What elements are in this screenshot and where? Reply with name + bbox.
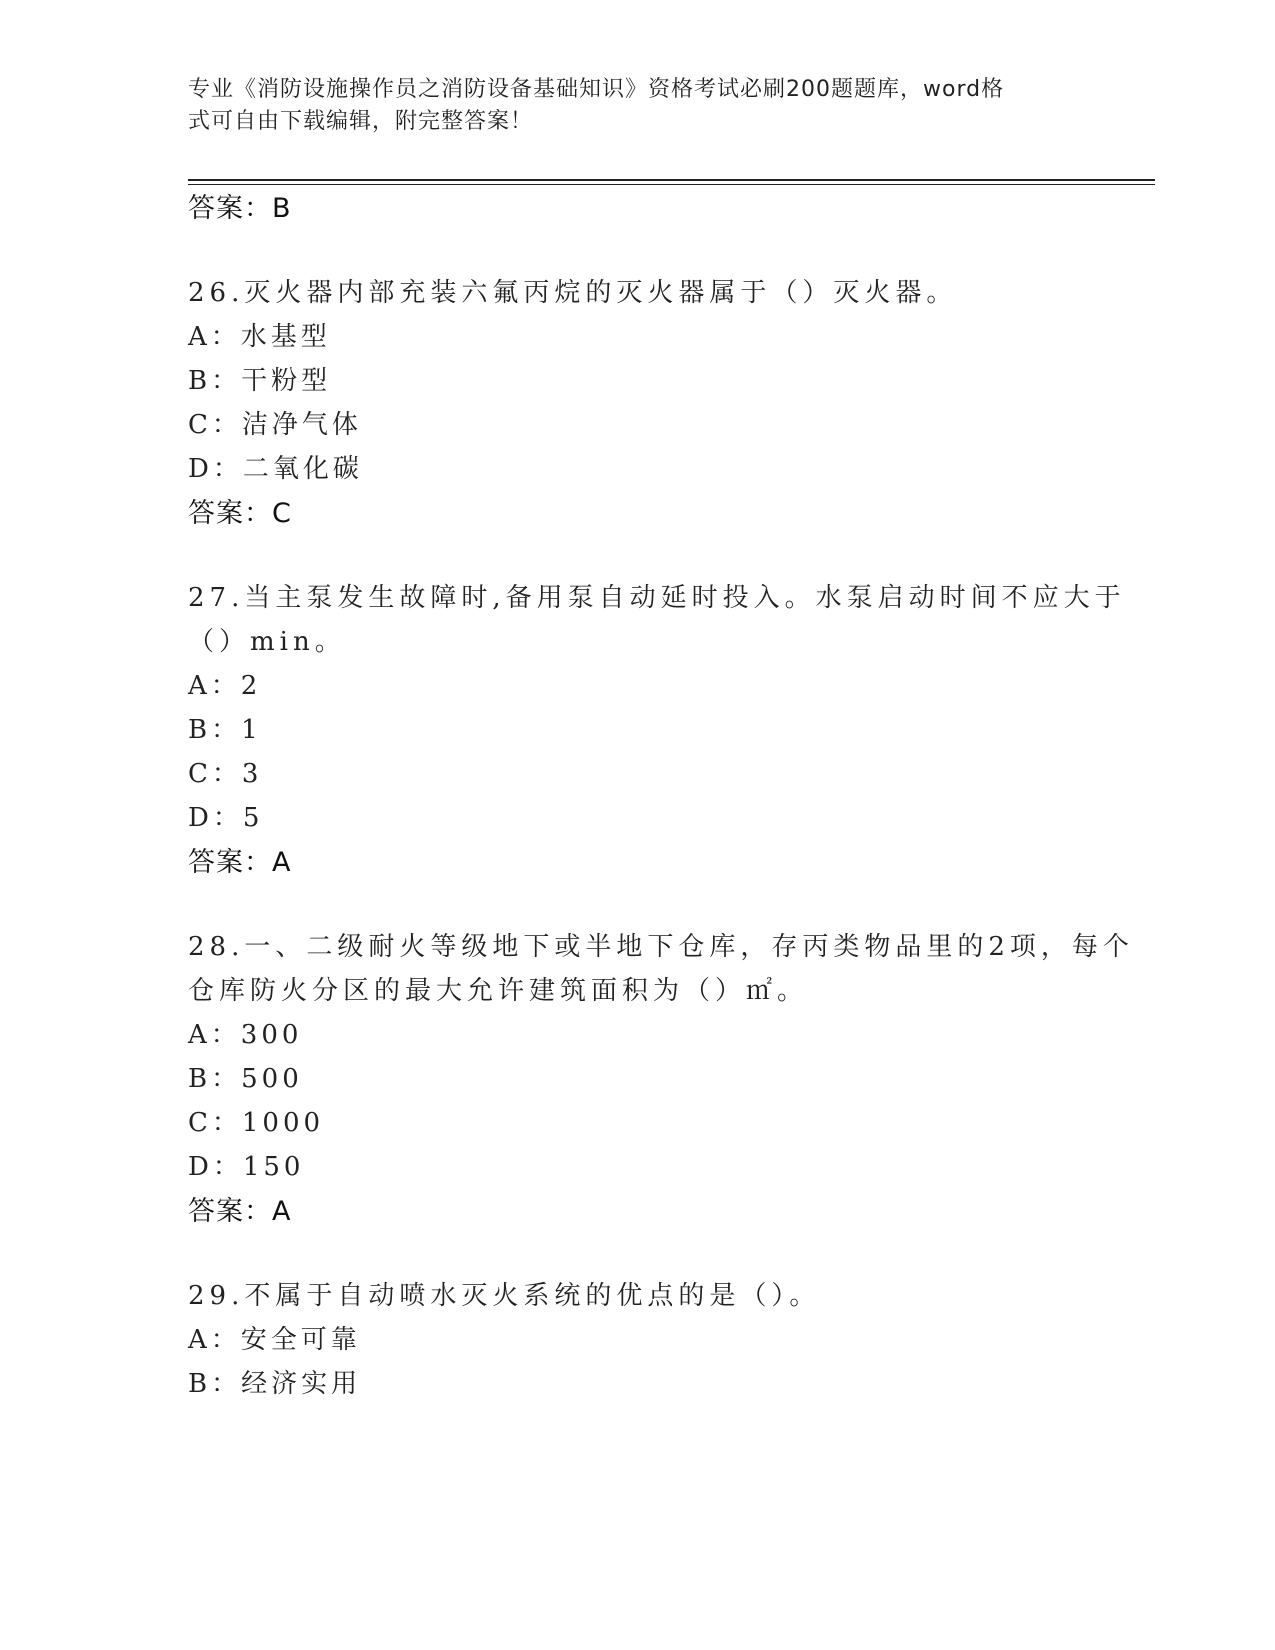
question-line: 26.灭火器内部充装六氟丙烷的灭火器属于（）灭火器。 [188, 278, 958, 308]
answer-line: 答案：C [188, 498, 292, 529]
answer-line: 答案：A [188, 1196, 292, 1227]
header-divider-thick [188, 179, 1155, 181]
header-line-2: 式可自由下载编辑，附完整答案！ [188, 109, 534, 134]
option-line: B：经济实用 [188, 1369, 362, 1399]
question-line-continued: （）min。 [188, 627, 346, 657]
option-line: D：150 [188, 1152, 305, 1182]
option-line: C：3 [188, 759, 263, 789]
option-line: C：1000 [188, 1108, 325, 1138]
option-line: B：干粉型 [188, 366, 332, 396]
header-divider-thin [188, 184, 1155, 185]
option-line: B：1 [188, 715, 262, 745]
option-line: D：5 [188, 803, 264, 833]
question-line: 29.不属于自动喷水灭火系统的优点的是（）。 [188, 1281, 821, 1311]
option-line: A：水基型 [188, 322, 331, 352]
question-line-continued: 仓库防火分区的最大允许建筑面积为（）㎡。 [188, 976, 809, 1006]
answer-line: 答案：A [188, 847, 292, 878]
option-line: A：安全可靠 [188, 1325, 361, 1355]
question-line: 28.一、二级耐火等级地下或半地下仓库，存丙类物品里的2项，每个 [188, 932, 1134, 962]
answer-line: 答案：B [188, 193, 292, 224]
option-line: A：300 [188, 1020, 303, 1050]
question-line: 27.当主泵发生故障时,备用泵自动延时投入。水泵启动时间不应大于 [188, 583, 1126, 613]
document-header [188, 74, 1068, 138]
option-line: A：2 [188, 671, 262, 701]
option-line: D：二氧化碳 [188, 454, 363, 484]
header-line-1: 专业《消防设施操作员之消防设备基础知识》资格考试必刷200题题库，word格 [188, 77, 1005, 102]
option-line: C：洁净气体 [188, 410, 362, 440]
option-line: B：500 [188, 1064, 303, 1094]
